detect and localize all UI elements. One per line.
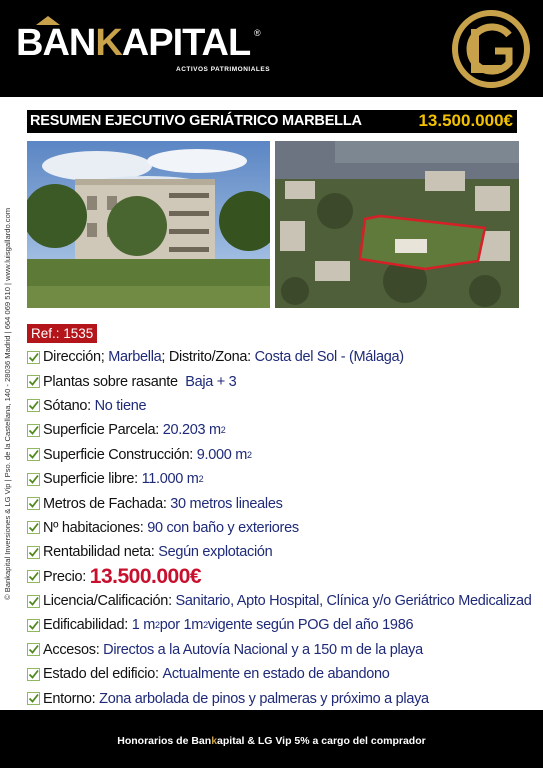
list-item-edificabilidad bbox=[27, 613, 543, 637]
side-copyright: © Bankapital Inversiones & LG Vip | Pso. de la Castellana, 140 - 28036 Madrid | 664 069 510 | www.luisgallardo.com bbox=[3, 207, 12, 600]
list-item-entorno bbox=[27, 686, 543, 710]
check-icon bbox=[27, 375, 40, 388]
item-value: Actualmente en estado de abandono bbox=[162, 666, 390, 683]
item-value: 11.000 m bbox=[141, 471, 199, 488]
title-price: 13.500.000€ bbox=[418, 111, 513, 130]
check-icon bbox=[27, 570, 40, 583]
check-icon bbox=[27, 424, 40, 437]
item-label: Metros de Fachada: bbox=[43, 495, 167, 512]
check-icon bbox=[27, 595, 40, 608]
header-band bbox=[0, 0, 543, 97]
list-item-accesos bbox=[27, 638, 543, 662]
item-value: Según explotación bbox=[158, 544, 273, 561]
item-label: Precio: bbox=[43, 568, 87, 585]
building-photo bbox=[27, 141, 270, 308]
check-icon bbox=[27, 473, 40, 486]
item-superscript: 2 bbox=[247, 449, 252, 460]
logo-text-part2: APITAL bbox=[121, 22, 251, 64]
lg-monogram-icon bbox=[451, 9, 531, 89]
item-label: Entorno: bbox=[43, 690, 96, 707]
logo-text-k: K bbox=[95, 22, 122, 64]
footer-band bbox=[0, 710, 543, 768]
item-label: Superficie Parcela: bbox=[43, 422, 159, 439]
title-bar bbox=[27, 110, 517, 133]
list-item-superficie-parcela bbox=[27, 418, 543, 442]
check-icon bbox=[27, 619, 40, 632]
aerial-photo bbox=[275, 141, 519, 308]
footer-text-part1: Honorarios de Ban bbox=[117, 735, 212, 747]
item-value-c: vigente según POG del año 1986 bbox=[207, 617, 414, 634]
footer-fees-text bbox=[0, 735, 543, 747]
list-item-superficie-construccion bbox=[27, 443, 543, 467]
list-item-rentabilidad bbox=[27, 540, 543, 564]
item-label: Superficie Construcción: bbox=[43, 446, 193, 463]
item-label: Nº habitaciones: bbox=[43, 519, 144, 536]
logo-text-part1: BAN bbox=[16, 22, 96, 64]
reference-badge: Ref.: 1535 bbox=[27, 324, 97, 343]
item-superscript-b: 2 bbox=[203, 620, 208, 631]
list-item-licencia bbox=[27, 589, 543, 613]
item-label-2: ; Distrito/Zona: bbox=[161, 349, 251, 366]
item-label: Licencia/Calificación: bbox=[43, 593, 172, 610]
logo-tagline: ACTIVOS PATRIMONIALES bbox=[176, 66, 271, 73]
item-value: Marbella bbox=[108, 349, 162, 366]
check-icon bbox=[27, 668, 40, 681]
item-superscript: 2 bbox=[198, 474, 204, 485]
logo-registered: ® bbox=[254, 28, 261, 38]
check-icon bbox=[27, 521, 40, 534]
check-icon bbox=[27, 399, 40, 412]
item-label: Superficie libre: bbox=[43, 471, 138, 488]
list-item-sotano bbox=[27, 394, 543, 418]
footer-text-part2: apital & LG Vip 5% a cargo del comprador bbox=[217, 735, 426, 747]
item-value: 9.000 m bbox=[196, 446, 247, 463]
check-icon bbox=[27, 546, 40, 559]
page-title: RESUMEN EJECUTIVO GERIÁTRICO MARBELLA bbox=[30, 113, 362, 129]
item-label: Dirección; bbox=[43, 349, 105, 366]
item-value: 90 con baño y exteriores bbox=[147, 519, 299, 536]
list-item-direccion bbox=[27, 345, 543, 369]
list-item-metros-fachada bbox=[27, 491, 543, 515]
item-value: 30 metros lineales bbox=[170, 495, 283, 512]
item-value-b: por 1m bbox=[159, 617, 204, 634]
check-icon bbox=[27, 497, 40, 510]
item-label: Edificabilidad: bbox=[43, 617, 128, 634]
item-value-a: 1 m bbox=[131, 617, 155, 634]
item-superscript-a: 2 bbox=[155, 620, 160, 631]
features-list bbox=[27, 345, 543, 711]
list-item-estado bbox=[27, 662, 543, 686]
list-item-superficie-libre bbox=[27, 467, 543, 491]
check-icon bbox=[27, 351, 40, 364]
footer-text-k: k bbox=[211, 735, 218, 747]
list-item-plantas bbox=[27, 369, 543, 393]
item-value: Zona arbolada de pinos y palmeras y próximo a playa bbox=[99, 690, 429, 707]
logo-roof-icon bbox=[36, 16, 60, 25]
item-label: Plantas sobre rasante bbox=[43, 373, 178, 390]
price-value: 13.500.000€ bbox=[89, 564, 202, 588]
item-superscript: 2 bbox=[220, 425, 226, 436]
list-item-precio bbox=[27, 565, 543, 589]
item-value-2: Costa del Sol - (Málaga) bbox=[254, 349, 404, 366]
item-label: Rentabilidad neta: bbox=[43, 544, 155, 561]
check-icon bbox=[27, 448, 40, 461]
item-label: Estado del edificio: bbox=[43, 666, 159, 683]
item-value: Sanitario, Apto Hospital, Clínica y/o Geriátrico Medicalizad bbox=[175, 593, 532, 610]
check-icon bbox=[27, 692, 40, 705]
item-label: Accesos: bbox=[43, 641, 100, 658]
item-value: No tiene bbox=[94, 397, 147, 414]
item-value: 20.203 m bbox=[162, 422, 221, 439]
item-value: Baja + 3 bbox=[185, 373, 237, 390]
check-icon bbox=[27, 643, 40, 656]
item-label: Sótano: bbox=[43, 397, 91, 414]
item-value: Directos a la Autovía Nacional y a 150 m de la playa bbox=[103, 641, 423, 658]
list-item-habitaciones bbox=[27, 516, 543, 540]
